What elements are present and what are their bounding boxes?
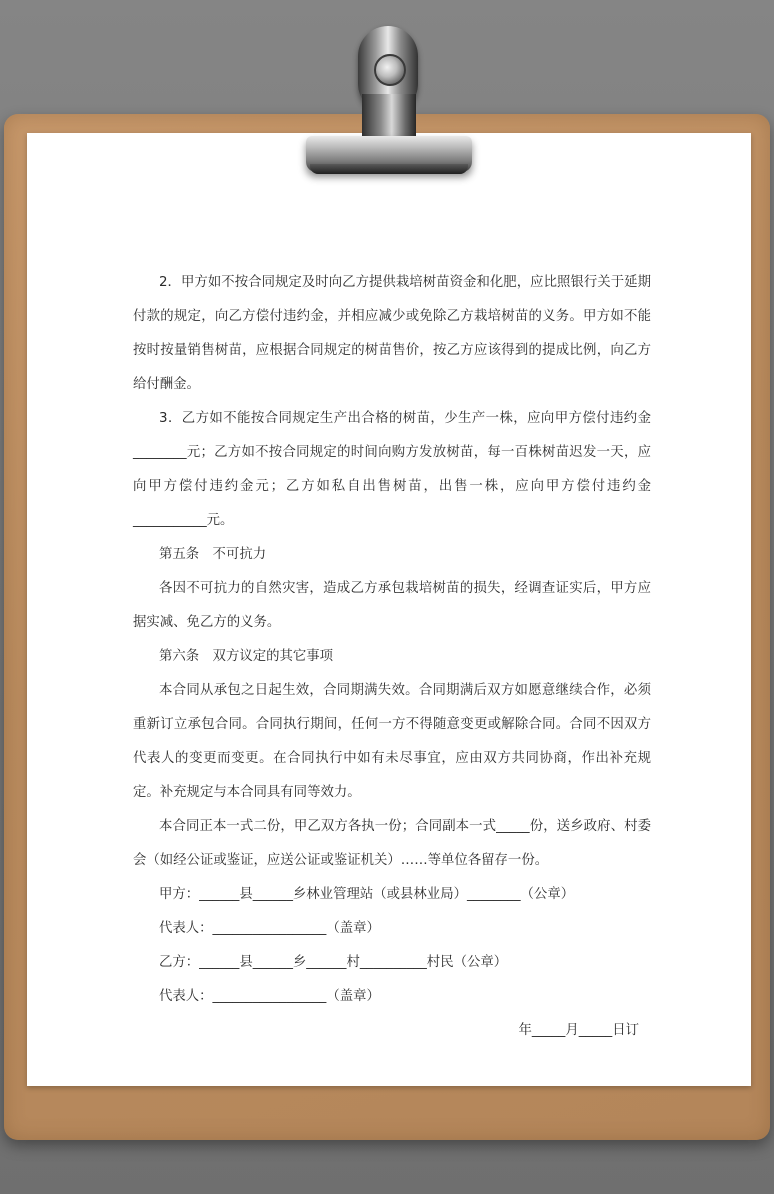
party-b-representative-line: 代表人：_________________（盖章） <box>159 989 380 1004</box>
clip-jaw-edge <box>310 164 468 174</box>
party-b-line: 乙方：______县______乡______村__________村民（公章） <box>159 955 508 970</box>
article-6-paragraph: 本合同从承包之日起生效，合同期满失效。合同期满后双方如愿意继续合作，必须重新订立承包合同。合同执行期间，任何一方不得随意变更或解除合同。合同不因双方代表人的变更而变更。在合同执行中如有未尽事宜，应由双方共同协商，作出补充规定。补充规定与本合同具有同等效力。 <box>133 683 651 800</box>
article-5-heading: 第五条 不可抗力 <box>159 547 267 562</box>
copies-paragraph: 本合同正本一式二份，甲乙双方各执一份；合同副本一式_____份，送乡政府、村委会（如经公证或鉴证，应送公证或鉴证机关）……等单位各留存一份。 <box>133 819 651 868</box>
binder-clip-icon <box>300 24 478 179</box>
party-a-representative-line: 代表人：_________________（盖章） <box>159 921 380 936</box>
article-5-paragraph: 各因不可抗力的自然灾害，造成乙方承包栽培树苗的损失，经调查证实后，甲方应据实减、免乙方的义务。 <box>133 581 651 630</box>
article-6-heading: 第六条 双方议定的其它事项 <box>159 649 334 664</box>
clause-3-paragraph: 3．乙方如不能按合同规定生产出合格的树苗，少生产一株，应向甲方偿付违约金________元；乙方如不按合同规定的时间向购方发放树苗，每一百株树苗迟发一天，应向甲方偿付违约金元；乙方如私自出售树苗，出售一株，应向甲方偿付违约金___________元。 <box>133 411 651 528</box>
clip-rivet <box>374 54 406 86</box>
clause-2-paragraph: 2．甲方如不按合同规定及时向乙方提供栽培树苗资金和化肥，应比照银行关于延期付款的规定，向乙方偿付违约金，并相应减少或免除乙方栽培树苗的义务。甲方如不能按时按量销售树苗，应根据合同规定的树苗售价，按乙方应该得到的提成比例，向乙方给付酬金。 <box>133 275 651 392</box>
party-a-line: 甲方：______县______乡林业管理站（或县林业局）________（公章） <box>159 887 575 902</box>
contract-text <box>133 266 651 1048</box>
signing-date-line: 年_____月_____日订 <box>518 1023 639 1038</box>
